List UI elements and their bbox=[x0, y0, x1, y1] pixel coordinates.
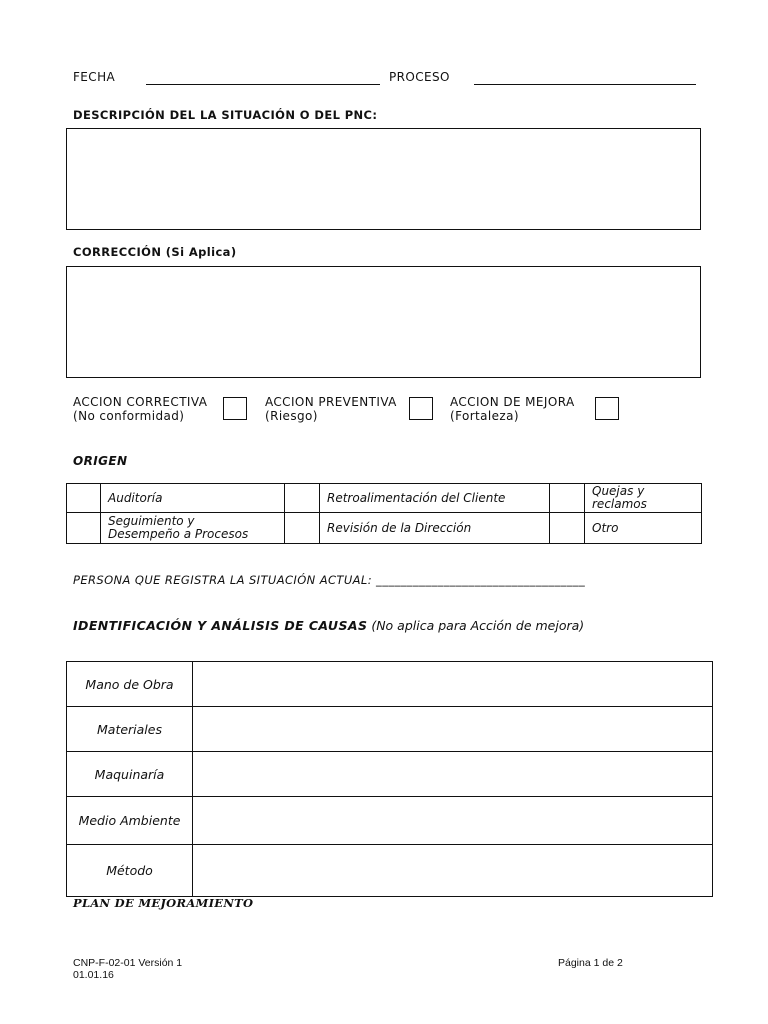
fecha-label: FECHA bbox=[73, 70, 116, 84]
plan-mejoramiento-label: PLAN DE MEJORAMIENTO bbox=[73, 896, 254, 910]
origen-checkbox-seguimiento[interactable] bbox=[67, 513, 101, 544]
origen-option-quejas: Quejas y reclamos bbox=[585, 484, 702, 513]
footer-date: 01.01.16 bbox=[73, 969, 114, 981]
footer-code bbox=[73, 957, 182, 981]
accion-correctiva-title: ACCION CORRECTIVA bbox=[73, 395, 208, 409]
descripcion-textarea[interactable] bbox=[66, 128, 701, 230]
origen-option-auditoria: Auditoría bbox=[101, 484, 285, 513]
proceso-label: PROCESO bbox=[389, 70, 450, 84]
origen-checkbox-quejas[interactable] bbox=[550, 484, 585, 513]
causa-input-maquinaria[interactable] bbox=[193, 752, 713, 797]
causa-label: Medio Ambiente bbox=[67, 797, 193, 845]
causa-label: Método bbox=[67, 845, 193, 897]
causa-input-medio-ambiente[interactable] bbox=[193, 797, 713, 845]
correccion-label: CORRECCIÓN (Si Aplica) bbox=[73, 245, 237, 259]
origen-option-otro: Otro bbox=[585, 513, 702, 544]
persona-registra-label: PERSONA QUE REGISTRA LA SITUACIÓN ACTUAL: __________________________________ bbox=[73, 573, 586, 587]
causa-label: Mano de Obra bbox=[67, 662, 193, 707]
causa-input-metodo[interactable] bbox=[193, 845, 713, 897]
footer-page-number: Página 1 de 2 bbox=[558, 957, 623, 969]
origen-option-retroalimentacion: Retroalimentación del Cliente bbox=[320, 484, 550, 513]
accion-mejora bbox=[450, 395, 575, 423]
origen-option-seguimiento: Seguimiento y Desempeño a Procesos bbox=[101, 513, 285, 544]
accion-preventiva bbox=[265, 395, 397, 423]
accion-mejora-title: ACCION DE MEJORA bbox=[450, 395, 575, 409]
proceso-field[interactable] bbox=[474, 84, 696, 85]
accion-correctiva-checkbox[interactable] bbox=[223, 397, 247, 420]
descripcion-label: DESCRIPCIÓN DEL LA SITUACIÓN O DEL PNC: bbox=[73, 108, 378, 122]
origen-option-revision: Revisión de la Dirección bbox=[320, 513, 550, 544]
accion-preventiva-sub: (Riesgo) bbox=[265, 409, 318, 423]
origen-checkbox-otro[interactable] bbox=[550, 513, 585, 544]
accion-correctiva bbox=[73, 395, 207, 423]
origen-checkbox-retroalimentacion[interactable] bbox=[285, 484, 320, 513]
accion-mejora-sub: (Fortaleza) bbox=[450, 409, 519, 423]
footer-version: CNP-F-02-01 Versión 1 bbox=[73, 957, 183, 969]
causa-label: Maquinaría bbox=[67, 752, 193, 797]
accion-preventiva-title: ACCION PREVENTIVA bbox=[265, 395, 397, 409]
origen-checkbox-auditoria[interactable] bbox=[67, 484, 101, 513]
origen-checkbox-revision[interactable] bbox=[285, 513, 320, 544]
causas-heading bbox=[73, 618, 584, 633]
origen-table bbox=[66, 483, 702, 544]
causas-table bbox=[66, 661, 713, 897]
causas-note: (No aplica para Acción de mejora) bbox=[371, 618, 585, 633]
accion-correctiva-sub: (No conformidad) bbox=[73, 409, 185, 423]
origen-label: ORIGEN bbox=[73, 454, 128, 468]
correccion-textarea[interactable] bbox=[66, 266, 701, 378]
accion-preventiva-checkbox[interactable] bbox=[409, 397, 433, 420]
fecha-field[interactable] bbox=[146, 84, 380, 85]
causa-label: Materiales bbox=[67, 707, 193, 752]
causa-input-materiales[interactable] bbox=[193, 707, 713, 752]
causa-input-mano-de-obra[interactable] bbox=[193, 662, 713, 707]
accion-mejora-checkbox[interactable] bbox=[595, 397, 619, 420]
causas-title: IDENTIFICACIÓN Y ANÁLISIS DE CAUSAS bbox=[73, 618, 368, 633]
